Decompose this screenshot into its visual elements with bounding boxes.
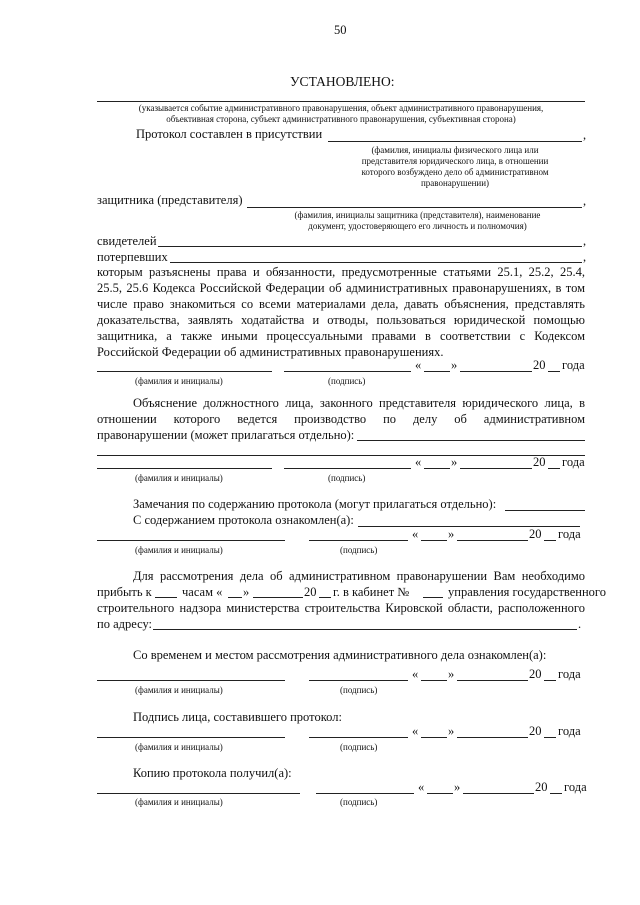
name-line[interactable] [97, 371, 272, 372]
year-suffix: года [562, 455, 585, 469]
witnesses-label: свидетелей [97, 234, 157, 248]
month-line[interactable] [460, 371, 532, 372]
presence-hint-1: (фамилия, инициалы физического лица или [371, 145, 539, 155]
year-prefix: 20 [304, 585, 317, 599]
department-label: управления государственного [448, 585, 606, 599]
defender-hint-1: (фамилия, инициалы защитника (представителя), наименование [294, 210, 541, 220]
familiarized-label: С содержанием протокола ознакомлен(а): [133, 513, 354, 527]
comma: , [583, 194, 587, 208]
quote-close: » [451, 358, 458, 372]
year-suffix: года [564, 780, 587, 794]
presence-hint-4: правонарушении) [420, 178, 490, 188]
rights-line: защитника, а также иными процессуальными правами в соответствии с Кодексом [97, 329, 585, 343]
year-prefix: 20 [529, 667, 542, 681]
name-line[interactable] [97, 793, 300, 794]
day-line[interactable] [424, 468, 450, 469]
familiarized-line[interactable] [358, 526, 580, 527]
year-line[interactable] [544, 540, 556, 541]
quote-open: « [418, 780, 425, 794]
name-caption: (фамилия и инициалы) [135, 685, 223, 695]
year-line[interactable] [548, 468, 560, 469]
defender-label: защитника (представителя) [97, 193, 243, 207]
quote-open: « [412, 667, 419, 681]
month-line[interactable] [457, 737, 528, 738]
rights-line: числе право знакомиться со всеми материалами дела, давать объяснения, представлять [97, 297, 585, 311]
copy-received-label: Копию протокола получил(а): [133, 766, 292, 780]
consideration-line-1: Для рассмотрения дела об административном правонарушении Вам необходимо [133, 569, 585, 583]
sign-caption: (подпись) [340, 545, 378, 555]
arrive-label: прибыть к [97, 585, 152, 599]
established-hint-1: (указывается событие административного правонарушения, объект административного правонарушения, [138, 103, 544, 113]
name-caption: (фамилия и инициалы) [135, 545, 223, 555]
period: . [578, 617, 582, 631]
name-caption: (фамилия и инициалы) [135, 797, 223, 807]
compiler-signature-label: Подпись лица, составившего протокол: [133, 710, 342, 724]
signature-line[interactable] [309, 680, 408, 681]
quote-close: » [451, 455, 458, 469]
presence-line[interactable] [328, 141, 582, 142]
month-line[interactable] [457, 680, 528, 681]
victims-line[interactable] [170, 262, 582, 263]
day-line[interactable] [427, 793, 453, 794]
cabinet-label: г. в кабинет № [333, 585, 410, 599]
explanation-line-fill[interactable] [357, 440, 585, 441]
cabinet-line[interactable] [423, 597, 443, 598]
page-number: 50 [334, 23, 347, 37]
year-line[interactable] [544, 737, 556, 738]
victims-label: потерпевших [97, 250, 168, 264]
day-line[interactable] [421, 680, 447, 681]
defender-hint-2: документ, удостоверяющего его личность и полномочия) [308, 221, 527, 231]
defender-line[interactable] [247, 207, 582, 208]
year-suffix: года [558, 527, 581, 541]
year-prefix: 20 [529, 724, 542, 738]
established-line[interactable] [97, 101, 585, 102]
rights-line-last: Российской Федерации об административных правонарушениях. [97, 345, 444, 359]
comma: , [583, 234, 587, 248]
remarks-label: Замечания по содержанию протокола (могут прилагаться отдельно): [133, 497, 497, 511]
month-line[interactable] [460, 468, 532, 469]
presence-hint-3: которого возбуждено дело об административном [361, 167, 549, 177]
day-line[interactable] [228, 597, 242, 598]
signature-line[interactable] [309, 540, 408, 541]
year-line[interactable] [548, 371, 560, 372]
name-line[interactable] [97, 540, 285, 541]
sign-caption: (подпись) [340, 742, 378, 752]
quote-close: » [448, 527, 455, 541]
day-line[interactable] [421, 737, 447, 738]
quote-close: » [448, 724, 455, 738]
signature-line[interactable] [309, 737, 408, 738]
name-line[interactable] [97, 737, 285, 738]
name-line[interactable] [97, 680, 285, 681]
month-line[interactable] [253, 597, 303, 598]
explanation-extra-line[interactable] [97, 455, 585, 456]
hours-label: часам « [182, 585, 223, 599]
quote-open: « [415, 358, 422, 372]
explanation-line-last: правонарушении (может прилагаться отдельно): [97, 428, 355, 442]
day-line[interactable] [424, 371, 450, 372]
hour-line[interactable] [155, 597, 177, 598]
quote-close: » [448, 667, 455, 681]
quote-close: » [243, 585, 250, 599]
year-line[interactable] [550, 793, 562, 794]
year-prefix: 20 [533, 358, 546, 372]
rights-line: доказательства, заявлять ходатайства и отводы, пользоваться юридической помощью [97, 313, 585, 327]
year-prefix: 20 [529, 527, 542, 541]
day-line[interactable] [421, 540, 447, 541]
section-title: УСТАНОВЛЕНО: [290, 74, 395, 89]
quote-open: « [415, 455, 422, 469]
established-hint-2: объективная сторона, субъект административного правонарушения, субъективная сторона) [166, 114, 516, 124]
name-line[interactable] [97, 468, 272, 469]
month-line[interactable] [463, 793, 534, 794]
sign-caption: (подпись) [328, 376, 366, 386]
signature-line[interactable] [284, 371, 411, 372]
year-suffix: года [558, 667, 581, 681]
comma: , [583, 250, 587, 264]
rights-line: которым разъяснены права и обязанности, предусмотренные статьями 25.1, 25.2, 25.4, [97, 265, 585, 279]
sign-caption: (подпись) [328, 473, 366, 483]
name-caption: (фамилия и инициалы) [135, 742, 223, 752]
comma: , [583, 128, 587, 142]
address-line[interactable] [153, 629, 577, 630]
time-place-label: Со временем и местом рассмотрения административного дела ознакомлен(а): [133, 648, 547, 662]
explanation-line: отношении которого ведется производство по делу об административном [97, 412, 585, 426]
year-suffix: года [558, 724, 581, 738]
quote-close: » [454, 780, 461, 794]
address-label: по адресу: [97, 617, 153, 631]
quote-open: « [412, 527, 419, 541]
year-line[interactable] [319, 597, 331, 598]
name-caption: (фамилия и инициалы) [135, 473, 223, 483]
quote-open: « [412, 724, 419, 738]
signature-line[interactable] [284, 468, 411, 469]
year-line[interactable] [544, 680, 556, 681]
month-line[interactable] [457, 540, 528, 541]
presence-hint-2: представителя юридического лица, в отношении [361, 156, 549, 166]
protocol-presence-label: Протокол составлен в присутствии [136, 127, 323, 141]
year-prefix: 20 [535, 780, 548, 794]
witnesses-line[interactable] [158, 246, 582, 247]
sign-caption: (подпись) [340, 685, 378, 695]
name-caption: (фамилия и инициалы) [135, 376, 223, 386]
remarks-line[interactable] [505, 510, 585, 511]
consideration-line-3: строительного надзора министерства строительства Кировской области, расположенного [97, 601, 585, 615]
explanation-line: Объяснение должностного лица, законного представителя юридического лица, в [133, 396, 585, 410]
signature-line[interactable] [316, 793, 414, 794]
rights-line: 25.5, 25.6 Кодекса Российской Федерации об административных правонарушениях, в том [97, 281, 585, 295]
year-prefix: 20 [533, 455, 546, 469]
year-suffix: года [562, 358, 585, 372]
sign-caption: (подпись) [340, 797, 378, 807]
